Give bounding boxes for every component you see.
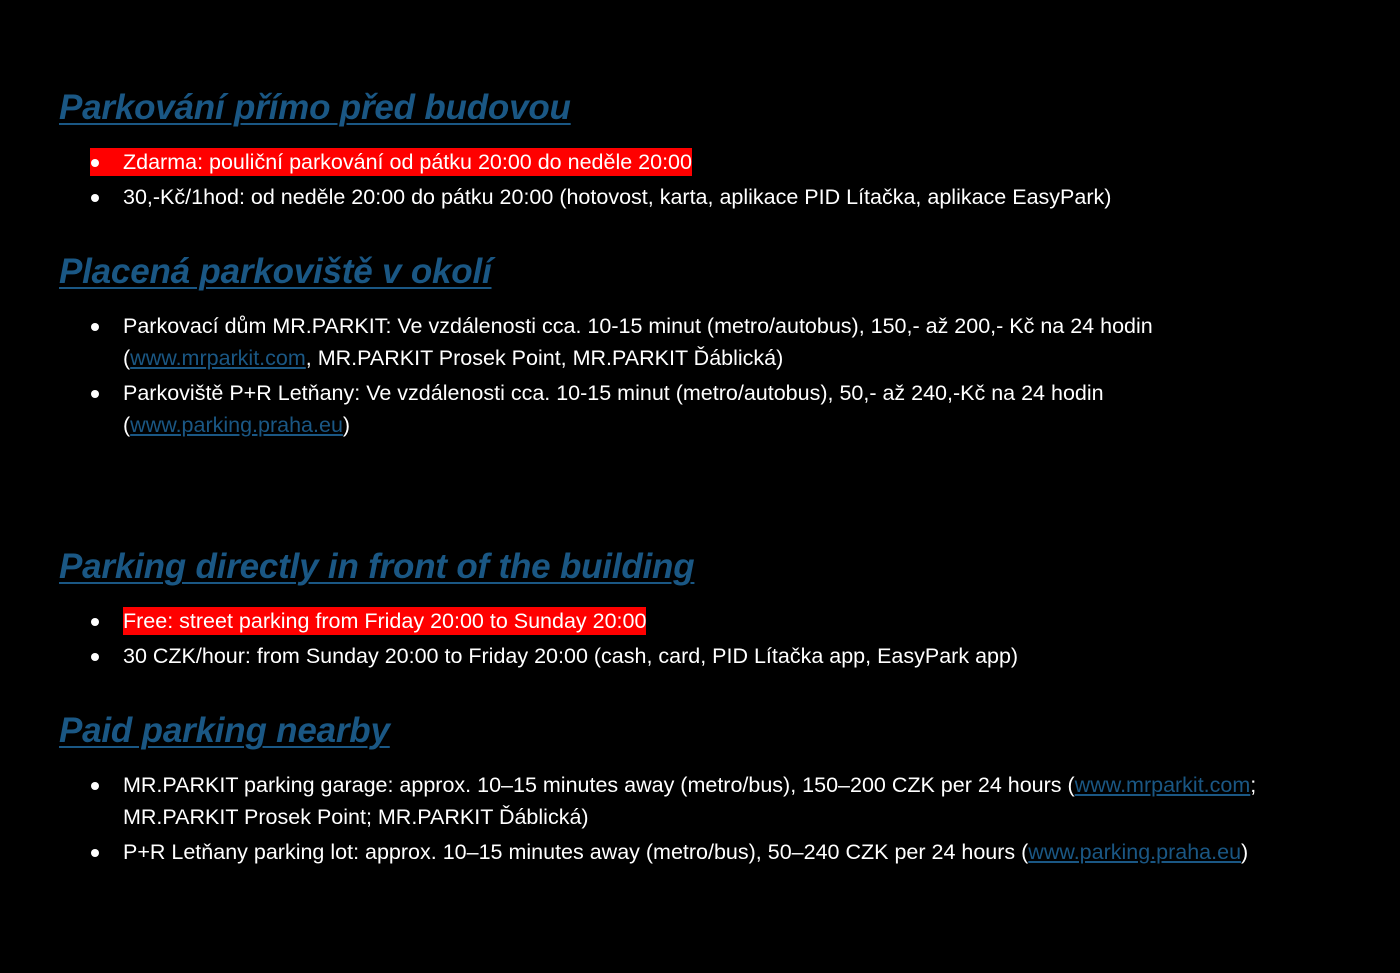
cz-mrparkit-link[interactable]: www.mrparkit.com (130, 346, 306, 370)
bullet-icon (91, 849, 99, 857)
cz-pr-item (0, 377, 1400, 441)
cz-mrparkit-rest: , MR.PARKIT Prosek Point, MR.PARKIT Ďáblická) (305, 346, 784, 370)
en-pr-item (0, 836, 1400, 868)
cz-mrparkit-item (0, 310, 1400, 374)
cz-heading-street-parking: Parkování přímo před budovou (59, 88, 571, 127)
en-pr-link[interactable]: www.parking.praha.eu (1028, 840, 1242, 864)
en-street-parking-list (0, 605, 1400, 675)
bullet-icon (91, 618, 99, 626)
cz-mrparkit-text: Parkovací dům MR.PARKIT: Ve vzdálenosti cca. 10-15 minut (metro/autobus), 150,- až 200,- Kč na 24 hodin (123, 314, 1153, 338)
cz-pr-paren: ( (123, 413, 131, 437)
en-paid-lots-list (0, 769, 1400, 871)
en-mrparkit-text: MR.PARKIT parking garage: approx. 10–15 minutes away (metro/bus), 150–200 CZK per 24 hours ( (123, 773, 1075, 797)
cz-mrparkit-paren: ( (123, 346, 131, 370)
bullet-icon (91, 390, 99, 398)
cz-paid-parking-item (0, 181, 1400, 213)
bullet-icon (91, 782, 99, 790)
en-heading-street-parking: Parking directly in front of the building (59, 547, 695, 586)
cz-pr-link[interactable]: www.parking.praha.eu (130, 413, 343, 437)
en-heading-paid-parking: Paid parking nearby (59, 711, 390, 750)
bullet-icon (91, 653, 99, 661)
bullet-icon (91, 159, 99, 167)
cz-pr-text: Parkoviště P+R Letňany: Ve vzdálenosti cca. 10-15 minut (metro/autobus), 50,- až 240,-Kč na 24 hodin (123, 381, 1104, 405)
en-free-parking-item (0, 605, 1400, 637)
bullet-icon (91, 323, 99, 331)
cz-heading-paid-parking: Placená parkoviště v okolí (59, 252, 492, 291)
en-mrparkit-rest: ; MR.PARKIT Prosek Point; MR.PARKIT Ďáblická) (123, 773, 1257, 829)
en-pr-text: P+R Letňany parking lot: approx. 10–15 minutes away (metro/bus), 50–240 CZK per 24 hours ( (123, 840, 1029, 864)
en-pr-close: ) (1241, 840, 1249, 864)
bullet-icon (91, 194, 99, 202)
en-mrparkit-link[interactable]: www.mrparkit.com (1074, 773, 1251, 797)
en-paid-parking-text: 30 CZK/hour: from Sunday 20:00 to Friday 20:00 (cash, card, PID Lítačka app, EasyPark app) (123, 644, 1019, 668)
en-paid-parking-item (0, 640, 1400, 672)
cz-free-parking-item (0, 146, 1400, 178)
cz-pr-close: ) (342, 413, 351, 437)
cz-street-parking-list (0, 146, 1400, 216)
cz-paid-parking-text: 30,-Kč/1hod: od neděle 20:00 do pátku 20:00 (hotovost, karta, aplikace PID Lítačka, aplikace EasyPark) (123, 185, 1112, 209)
cz-free-parking-text: Zdarma: pouliční parkování od pátku 20:00 do neděle 20:00 (90, 148, 692, 176)
en-mrparkit-item (0, 769, 1400, 833)
cz-paid-lots-list (0, 310, 1400, 444)
en-free-parking-text: Free: street parking from Friday 20:00 to Sunday 20:00 (123, 609, 647, 633)
